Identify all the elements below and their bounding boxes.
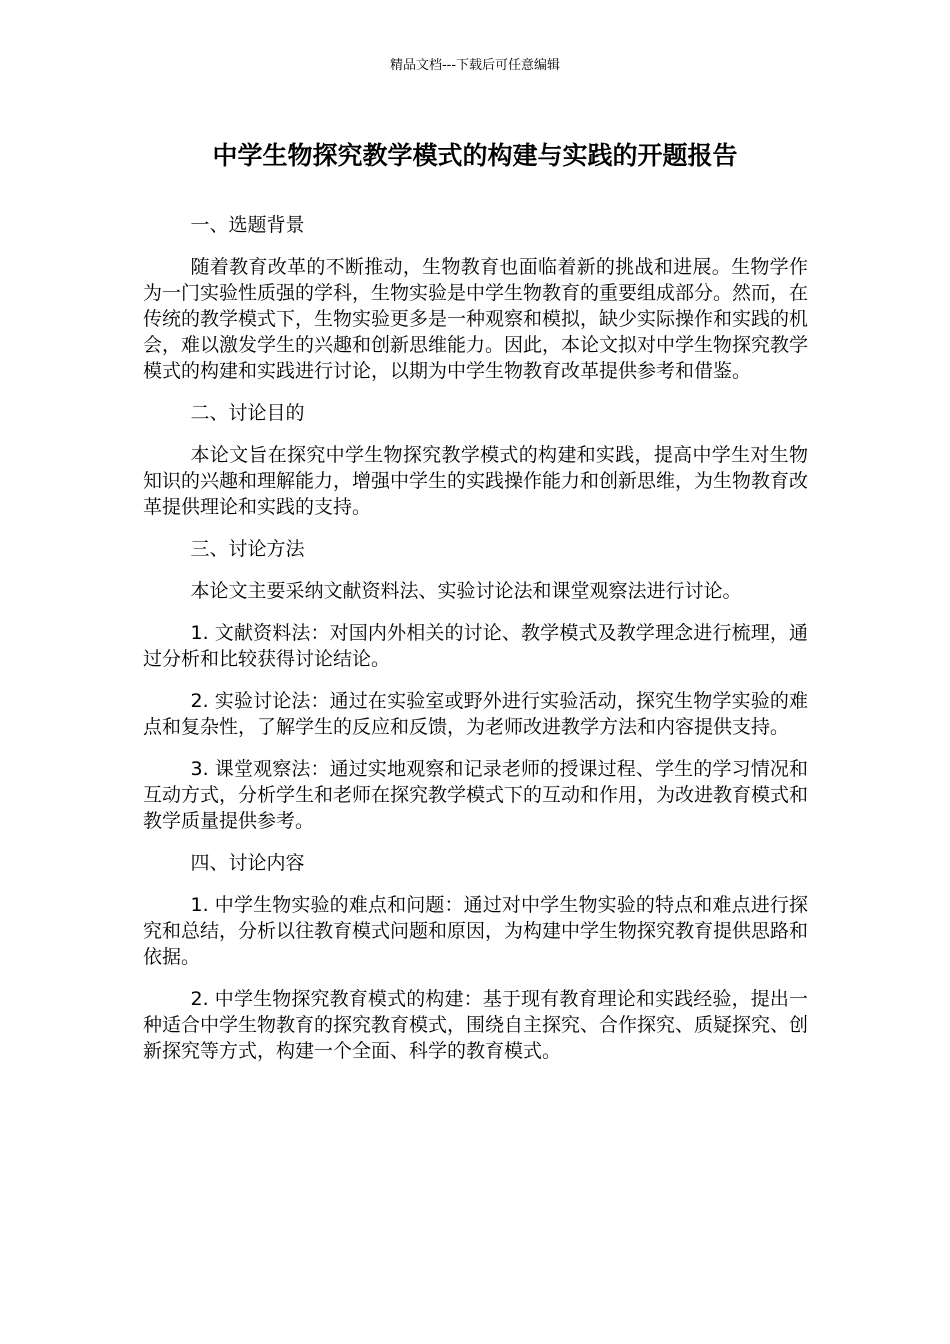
paragraph-method-observation: 3. 课堂观察法：通过实地观察和记录老师的授课过程、学生的学习情况和互动方式，分析学生和老师在探究教学模式下的互动和作用，为改进教育模式和教学质量提供参考。	[143, 758, 809, 832]
document-body	[143, 212, 808, 1080]
section-heading-methods: 三、讨论方法	[190, 538, 305, 560]
section-heading-purpose: 二、讨论目的	[190, 402, 305, 424]
paragraph-content-difficulties: 1. 中学生物实验的难点和问题：通过对中学生物实验的特点和难点进行探究和总结，分析以往教育模式问题和原因，为构建中学生物探究教育提供思路和依据。	[143, 894, 809, 968]
paragraph-content-model: 2. 中学生物探究教育模式的构建：基于现有教育理论和实践经验，提出一种适合中学生物教育的探究教育模式，围绕自主探究、合作探究、质疑探究、创新探究等方式，构建一个全面、科学的教育模式。	[143, 988, 809, 1062]
paragraph-background: 随着教育改革的不断推动，生物教育也面临着新的挑战和进展。生物学作为一门实验性质强的学科，生物实验是中学生物教育的重要组成部分。然而，在传统的教学模式下，生物实验更多是一种观察和模拟，缺少实际操作和实践的机会，难以激发学生的兴趣和创新思维能力。因此，本论文拟对中学生物探究教学模式的构建和实践进行讨论，以期为中学生物教育改革提供参考和借鉴。	[143, 256, 809, 382]
paragraph-purpose: 本论文旨在探究中学生物探究教学模式的构建和实践，提高中学生对生物知识的兴趣和理解能力，增强中学生的实践操作能力和创新思维，为生物教育改革提供理论和实践的支持。	[143, 444, 809, 518]
paragraph-method-literature: 1. 文献资料法：对国内外相关的讨论、教学模式及教学理念进行梳理，通过分析和比较获得讨论结论。	[143, 622, 808, 670]
paragraph-methods-intro: 本论文主要采纳文献资料法、实验讨论法和课堂观察法进行讨论。	[190, 580, 742, 602]
paragraph-method-experiment: 2. 实验讨论法：通过在实验室或野外进行实验活动，探究生物学实验的难点和复杂性，了解学生的反应和反馈，为老师改进教学方法和内容提供支持。	[143, 690, 808, 738]
section-heading-background: 一、选题背景	[190, 214, 305, 236]
section-heading-content: 四、讨论内容	[190, 852, 305, 874]
header-note: 精品文档---下载后可任意编辑	[389, 58, 561, 73]
document-title: 中学生物探究教学模式的构建与实践的开题报告	[212, 141, 738, 170]
